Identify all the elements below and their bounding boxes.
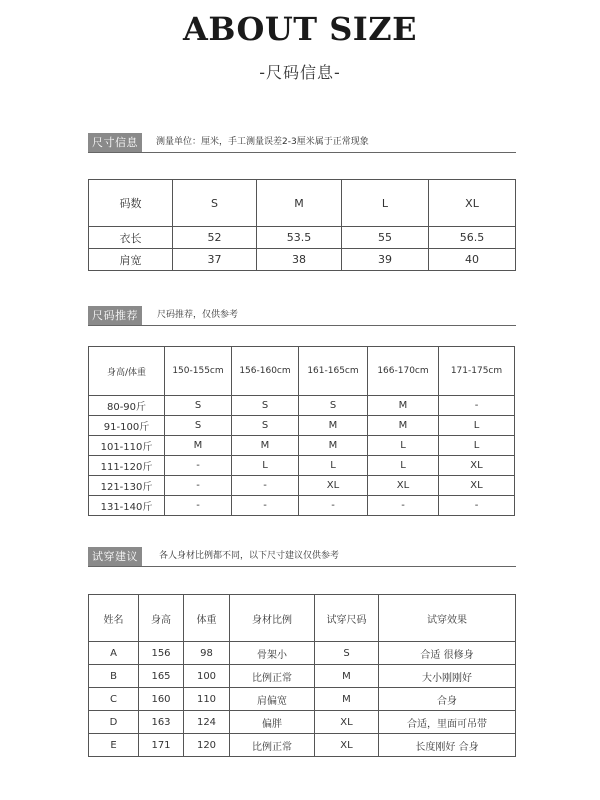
table-cell: - <box>165 456 232 476</box>
column-header: 试穿效果 <box>379 595 516 642</box>
try-on-header <box>88 547 516 567</box>
table-cell: 长度刚好 合身 <box>379 734 516 757</box>
size-info-note: 测量单位：厘米，手工测量误差2-3厘米属于正常现象 <box>156 137 369 147</box>
table-cell: M <box>299 416 368 436</box>
table-row <box>89 436 515 456</box>
table-cell: 40 <box>429 249 516 271</box>
table-cell: D <box>89 711 139 734</box>
table-cell: 38 <box>257 249 342 271</box>
column-header: 试穿尺码 <box>315 595 379 642</box>
column-header: 体重 <box>184 595 230 642</box>
table-cell: 骨架小 <box>230 642 315 665</box>
table-cell: L <box>299 456 368 476</box>
table-cell: M <box>368 396 439 416</box>
table-cell: M <box>315 688 379 711</box>
column-header: 身高/体重 <box>89 347 165 396</box>
column-header: L <box>342 180 429 227</box>
table-cell: XL <box>299 476 368 496</box>
table-cell: 163 <box>139 711 184 734</box>
table-cell: - <box>439 396 515 416</box>
page-subtitle: -尺码信息- <box>259 63 341 82</box>
table-cell: 160 <box>139 688 184 711</box>
table-row <box>89 688 516 711</box>
table-row <box>89 665 516 688</box>
table-cell: L <box>439 416 515 436</box>
table-cell: 比例正常 <box>230 734 315 757</box>
table-cell: 55 <box>342 227 429 249</box>
table-cell: 合适 很修身 <box>379 642 516 665</box>
table-cell: L <box>232 456 299 476</box>
table-cell: 111-120斤 <box>89 456 165 476</box>
size-info-header <box>88 133 516 153</box>
table-cell: 衣长 <box>89 227 173 249</box>
table-cell: 91-100斤 <box>89 416 165 436</box>
table-cell: - <box>439 496 515 516</box>
table-cell: L <box>439 436 515 456</box>
table-cell: 100 <box>184 665 230 688</box>
column-header: 161-165cm <box>299 347 368 396</box>
try-on-table <box>88 594 516 757</box>
table-cell: S <box>232 416 299 436</box>
column-header: M <box>257 180 342 227</box>
column-header: 码数 <box>89 180 173 227</box>
table-cell: - <box>232 476 299 496</box>
column-header: XL <box>429 180 516 227</box>
column-header: 身高 <box>139 595 184 642</box>
size-info-table <box>88 179 516 271</box>
size-recommend-tag: 尺码推荐 <box>88 306 142 325</box>
table-cell: L <box>368 436 439 456</box>
table-cell: 合身 <box>379 688 516 711</box>
table-cell: 37 <box>173 249 257 271</box>
column-header: 150-155cm <box>165 347 232 396</box>
table-cell: 合适，里面可吊带 <box>379 711 516 734</box>
table-cell: 131-140斤 <box>89 496 165 516</box>
table-cell: A <box>89 642 139 665</box>
table-cell: 120 <box>184 734 230 757</box>
table-cell: 比例正常 <box>230 665 315 688</box>
table-cell: M <box>299 436 368 456</box>
table-cell: - <box>368 496 439 516</box>
table-cell: 肩宽 <box>89 249 173 271</box>
table-cell: 39 <box>342 249 429 271</box>
table-cell: 98 <box>184 642 230 665</box>
table-cell: 56.5 <box>429 227 516 249</box>
table-cell: E <box>89 734 139 757</box>
table-cell: XL <box>315 734 379 757</box>
table-row <box>89 249 516 271</box>
table-row <box>89 496 515 516</box>
page-title: ABOUT SIZE <box>182 10 418 48</box>
table-cell: XL <box>315 711 379 734</box>
table-cell: S <box>299 396 368 416</box>
table-cell: M <box>165 436 232 456</box>
table-cell: 52 <box>173 227 257 249</box>
table-cell: S <box>315 642 379 665</box>
table-cell: 156 <box>139 642 184 665</box>
table-cell: 大小刚刚好 <box>379 665 516 688</box>
table-header-row <box>89 180 516 227</box>
table-cell: - <box>299 496 368 516</box>
table-cell: XL <box>439 476 515 496</box>
table-cell: - <box>232 496 299 516</box>
table-cell: 肩偏宽 <box>230 688 315 711</box>
table-row <box>89 227 516 249</box>
table-cell: S <box>165 396 232 416</box>
table-cell: S <box>165 416 232 436</box>
table-cell: 121-130斤 <box>89 476 165 496</box>
table-cell: S <box>232 396 299 416</box>
table-row <box>89 416 515 436</box>
table-cell: 偏胖 <box>230 711 315 734</box>
try-on-note: 各人身材比例都不同，以下尺寸建议仅供参考 <box>159 551 340 561</box>
table-cell: 165 <box>139 665 184 688</box>
table-cell: XL <box>368 476 439 496</box>
table-row <box>89 396 515 416</box>
column-header: 身材比例 <box>230 595 315 642</box>
table-cell: B <box>89 665 139 688</box>
table-cell: L <box>368 456 439 476</box>
column-header: 姓名 <box>89 595 139 642</box>
table-row <box>89 734 516 757</box>
column-header: S <box>173 180 257 227</box>
table-cell: 53.5 <box>257 227 342 249</box>
table-cell: 80-90斤 <box>89 396 165 416</box>
table-cell: M <box>315 665 379 688</box>
column-header: 166-170cm <box>368 347 439 396</box>
size-info-tag: 尺寸信息 <box>88 133 142 152</box>
table-cell: - <box>165 476 232 496</box>
size-recommend-table <box>88 346 515 516</box>
table-row <box>89 476 515 496</box>
try-on-tag: 试穿建议 <box>88 547 142 566</box>
table-cell: 171 <box>139 734 184 757</box>
table-cell: M <box>232 436 299 456</box>
column-header: 171-175cm <box>439 347 515 396</box>
table-cell: C <box>89 688 139 711</box>
table-row <box>89 711 516 734</box>
table-header-row <box>89 347 515 396</box>
table-row <box>89 456 515 476</box>
table-cell: 124 <box>184 711 230 734</box>
table-cell: 101-110斤 <box>89 436 165 456</box>
size-recommend-note: 尺码推荐，仅供参考 <box>157 310 239 320</box>
table-cell: M <box>368 416 439 436</box>
size-recommend-header <box>88 306 516 326</box>
table-cell: XL <box>439 456 515 476</box>
table-cell: - <box>165 496 232 516</box>
table-cell: 110 <box>184 688 230 711</box>
table-row <box>89 642 516 665</box>
table-header-row <box>89 595 516 642</box>
column-header: 156-160cm <box>232 347 299 396</box>
